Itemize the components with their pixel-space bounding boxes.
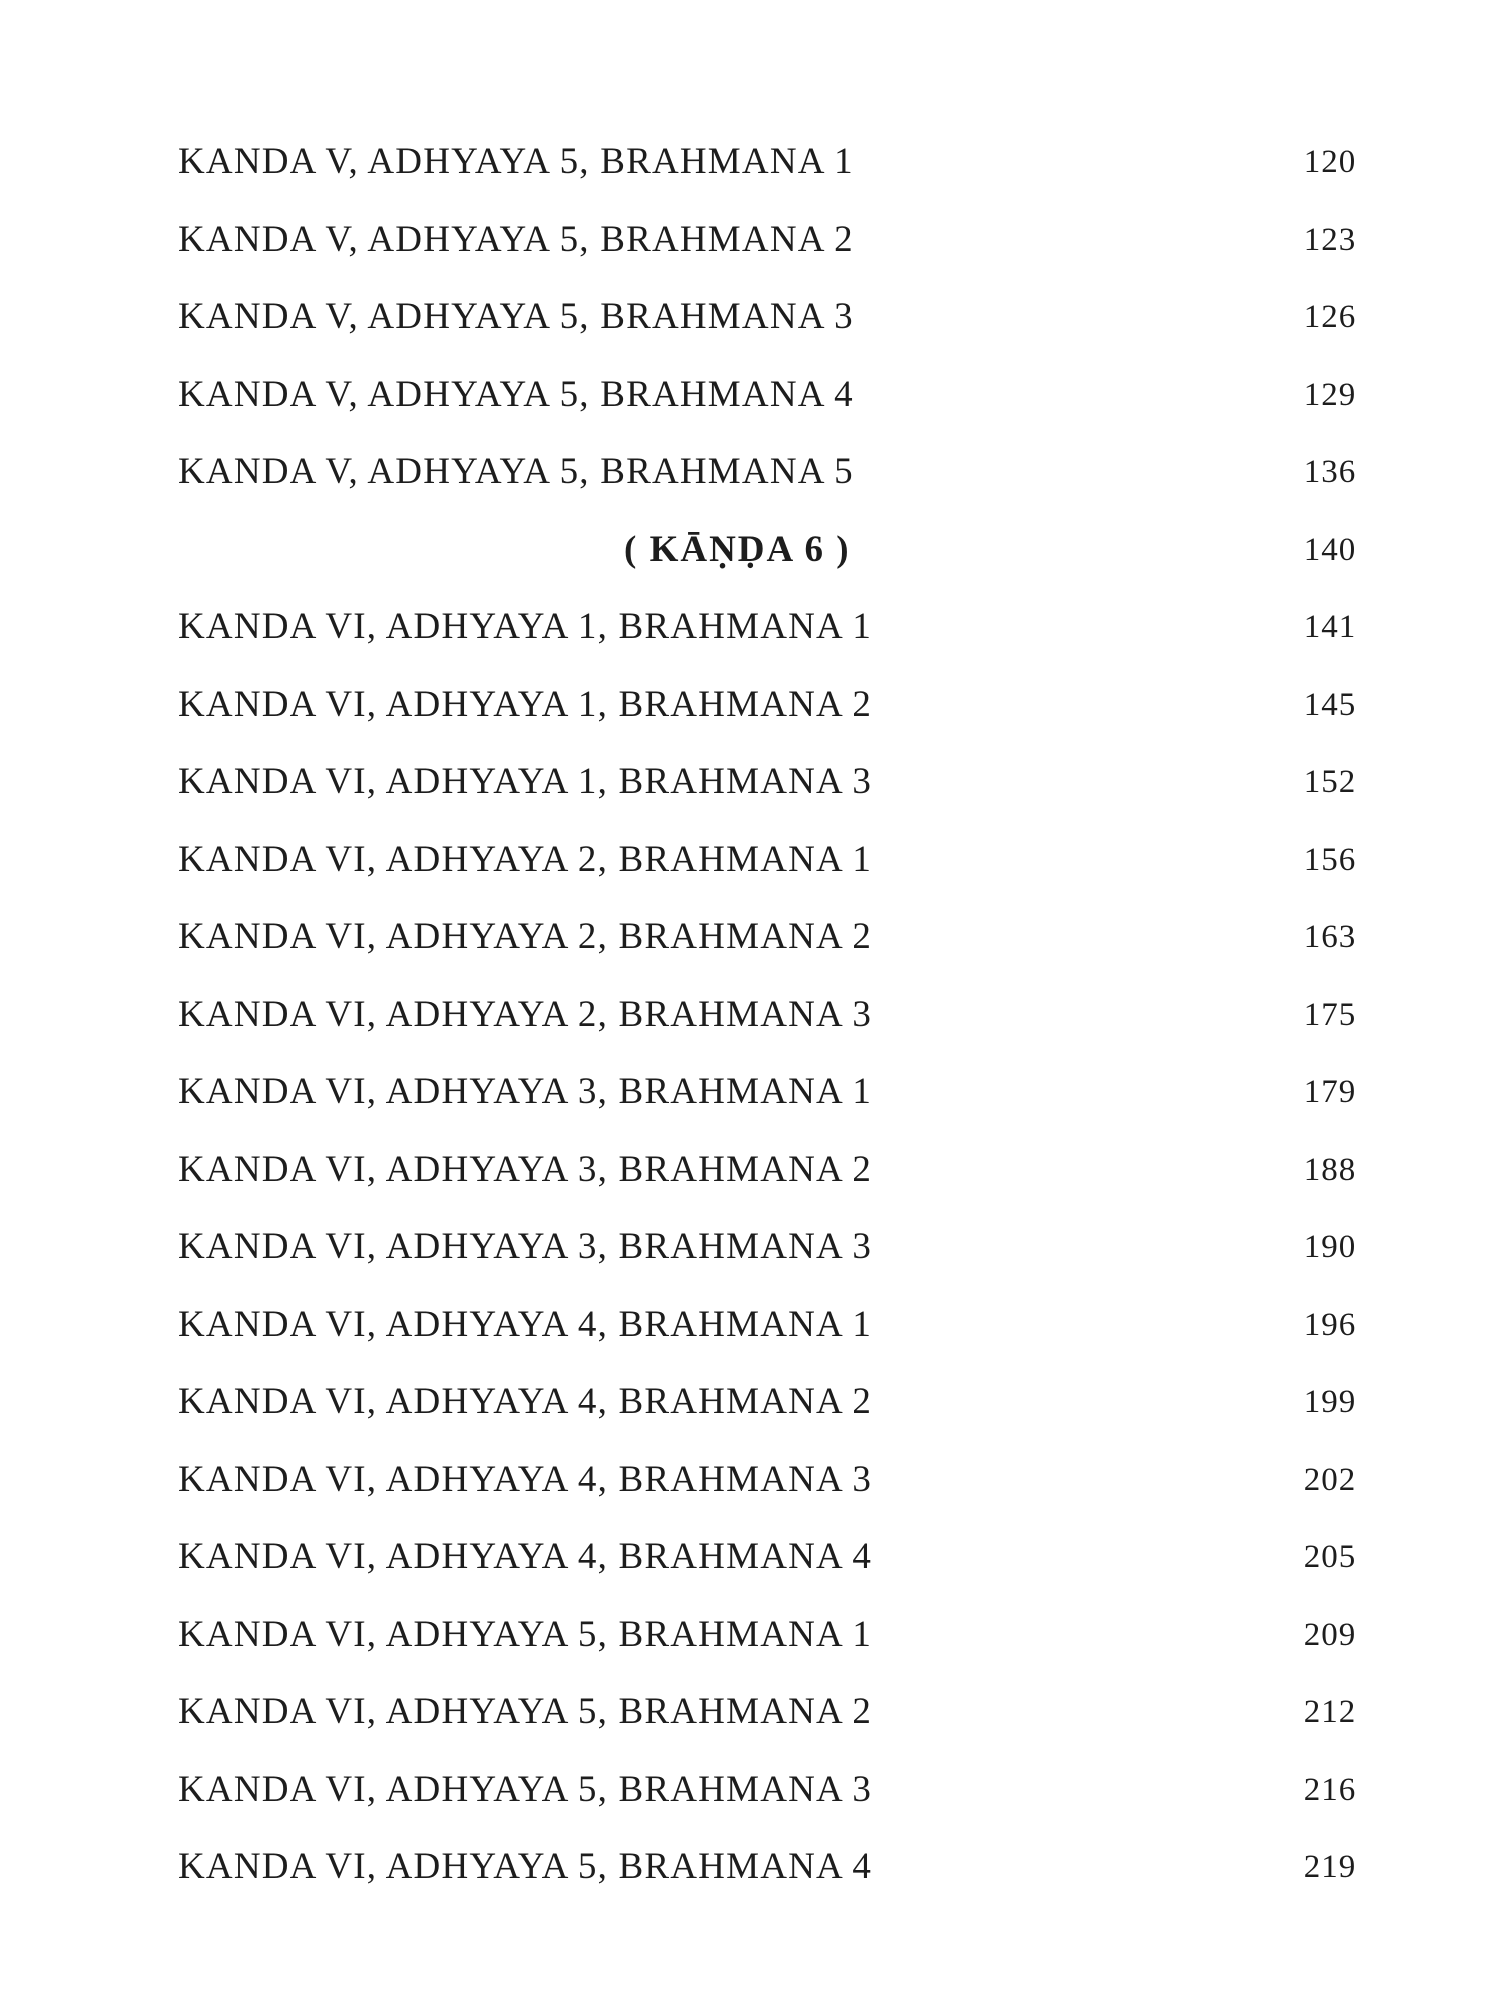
toc-page-number: 190 xyxy=(1303,1229,1357,1265)
toc-page-number: 219 xyxy=(1303,1849,1357,1885)
toc-page-number: 175 xyxy=(1303,996,1357,1033)
toc-entry xyxy=(178,1217,1357,1295)
toc-entry-title: KANDA VI, ADHYAYA 1, BRAHMANA 1 xyxy=(178,606,873,647)
toc-entry-title: KANDA VI, ADHYAYA 5, BRAHMANA 3 xyxy=(178,1768,873,1810)
toc-entry xyxy=(178,1760,1357,1838)
toc-page-number: 129 xyxy=(1303,376,1357,413)
toc-entry-title: KANDA VI, ADHYAYA 3, BRAHMANA 3 xyxy=(178,1226,873,1267)
toc-entry-title: KANDA VI, ADHYAYA 5, BRAHMANA 2 xyxy=(178,1691,873,1732)
toc-entry xyxy=(178,1062,1357,1140)
toc-entry xyxy=(178,597,1357,675)
toc-page-number: 145 xyxy=(1303,686,1357,723)
toc-page-number: 141 xyxy=(1303,609,1357,645)
toc-page-number: 123 xyxy=(1303,221,1357,258)
toc-entry xyxy=(178,1295,1357,1373)
toc-page-number: 156 xyxy=(1303,841,1357,878)
toc-entry xyxy=(178,1605,1357,1683)
toc-entry xyxy=(178,1527,1357,1605)
toc-entry xyxy=(178,132,1357,210)
toc-entry xyxy=(178,752,1357,830)
toc-entry-title: KANDA VI, ADHYAYA 1, BRAHMANA 2 xyxy=(178,683,873,725)
toc-entry xyxy=(178,365,1357,443)
toc-entry xyxy=(178,442,1357,520)
toc-page-number: 188 xyxy=(1303,1151,1357,1188)
toc-entry-title: KANDA V, ADHYAYA 5, BRAHMANA 2 xyxy=(178,218,854,260)
toc-entry-title: KANDA V, ADHYAYA 5, BRAHMANA 1 xyxy=(178,141,854,182)
toc-page-number: 120 xyxy=(1303,144,1357,180)
toc-entry xyxy=(178,287,1357,365)
toc-entry-title: KANDA VI, ADHYAYA 5, BRAHMANA 1 xyxy=(178,1613,873,1655)
toc-entry-title: KANDA V, ADHYAYA 5, BRAHMANA 4 xyxy=(178,373,854,415)
toc-page-number: 140 xyxy=(1303,531,1357,568)
toc-entry-title: KANDA VI, ADHYAYA 5, BRAHMANA 4 xyxy=(178,1846,873,1887)
toc-entry-title: KANDA V, ADHYAYA 5, BRAHMANA 5 xyxy=(178,451,854,492)
toc-page-number: 152 xyxy=(1303,764,1357,800)
toc-entry-title: KANDA V, ADHYAYA 5, BRAHMANA 3 xyxy=(178,296,854,337)
toc-entry-title: KANDA VI, ADHYAYA 2, BRAHMANA 2 xyxy=(178,916,873,957)
toc-page-number: 205 xyxy=(1303,1539,1357,1575)
toc-entry xyxy=(178,1450,1357,1528)
toc-entry-title: KANDA VI, ADHYAYA 4, BRAHMANA 3 xyxy=(178,1458,873,1500)
toc-entry-title: KANDA VI, ADHYAYA 3, BRAHMANA 1 xyxy=(178,1071,873,1112)
toc-page-number: 179 xyxy=(1303,1074,1357,1110)
section-heading: ( KĀṆḌA 6 ) xyxy=(624,528,851,570)
toc-entry-title: KANDA VI, ADHYAYA 4, BRAHMANA 4 xyxy=(178,1536,873,1577)
toc-entry xyxy=(178,907,1357,985)
toc-entry-title: KANDA VI, ADHYAYA 3, BRAHMANA 2 xyxy=(178,1148,873,1190)
table-of-contents xyxy=(178,132,1357,1915)
toc-page-number: 209 xyxy=(1303,1616,1357,1653)
toc-page-number: 163 xyxy=(1303,919,1357,955)
toc-entry-title: KANDA VI, ADHYAYA 2, BRAHMANA 3 xyxy=(178,993,873,1035)
toc-entry-title: KANDA VI, ADHYAYA 1, BRAHMANA 3 xyxy=(178,761,873,802)
toc-section-heading-row xyxy=(178,520,1357,598)
toc-page-number: 136 xyxy=(1303,454,1357,490)
toc-entry-title: KANDA VI, ADHYAYA 4, BRAHMANA 1 xyxy=(178,1303,873,1345)
toc-entry-title: KANDA VI, ADHYAYA 4, BRAHMANA 2 xyxy=(178,1381,873,1422)
toc-entry xyxy=(178,985,1357,1063)
toc-entry-title: KANDA VI, ADHYAYA 2, BRAHMANA 1 xyxy=(178,838,873,880)
toc-page-number: 216 xyxy=(1303,1771,1357,1808)
toc-entry xyxy=(178,1682,1357,1760)
toc-entry xyxy=(178,1372,1357,1450)
toc-entry xyxy=(178,830,1357,908)
toc-entry xyxy=(178,210,1357,288)
toc-page-number: 196 xyxy=(1303,1306,1357,1343)
toc-entry xyxy=(178,1140,1357,1218)
toc-page-number: 126 xyxy=(1303,299,1357,335)
toc-page-number: 202 xyxy=(1303,1461,1357,1498)
toc-entry xyxy=(178,1837,1357,1915)
toc-page-number: 212 xyxy=(1303,1694,1357,1730)
toc-entry xyxy=(178,675,1357,753)
toc-page-number: 199 xyxy=(1303,1384,1357,1420)
